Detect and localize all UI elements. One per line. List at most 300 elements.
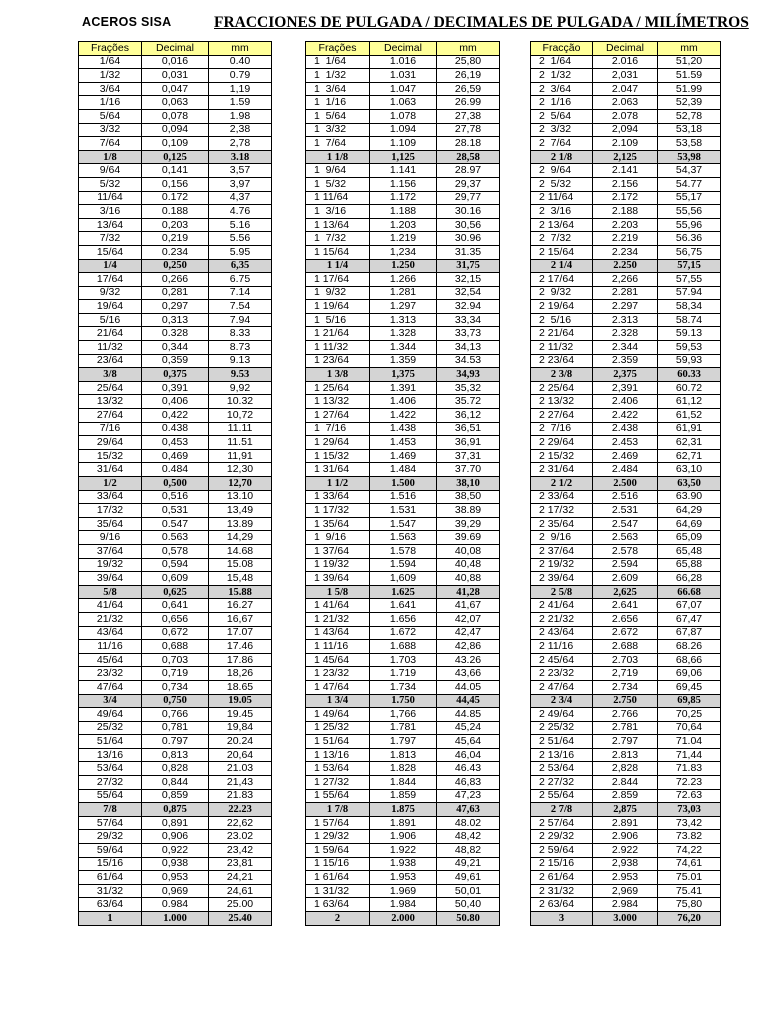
decimal-cell: 0.484 xyxy=(142,463,209,477)
fraction-cell: 2 29/64 xyxy=(531,436,593,450)
decimal-cell: 1,609 xyxy=(370,572,437,586)
decimal-cell: 2.672 xyxy=(593,626,658,640)
mm-cell: 40,48 xyxy=(437,558,500,572)
decimal-cell: 1,234 xyxy=(370,245,437,259)
decimal-cell: 0,578 xyxy=(142,544,209,558)
fraction-cell: 2 13/16 xyxy=(531,748,593,762)
mm-cell: 53,18 xyxy=(658,123,721,137)
fraction-cell: 1 59/64 xyxy=(306,844,370,858)
fraction-cell: 1 19/32 xyxy=(306,558,370,572)
table-header-row xyxy=(531,42,721,56)
fraction-cell: 17/32 xyxy=(79,504,142,518)
table-row xyxy=(79,531,272,545)
fraction-cell: 1 3/64 xyxy=(306,82,370,96)
brand-logo-text: ACEROS SISA xyxy=(82,15,172,29)
decimal-cell: 0,266 xyxy=(142,273,209,287)
mm-cell: 51.99 xyxy=(658,82,721,96)
fraction-cell: 2 21/32 xyxy=(531,612,593,626)
fraction-cell: 63/64 xyxy=(79,898,142,912)
fraction-cell: 1 33/64 xyxy=(306,490,370,504)
decimal-cell: 3.000 xyxy=(593,912,658,926)
table-row xyxy=(306,368,500,382)
decimal-cell: 0,219 xyxy=(142,232,209,246)
table-row xyxy=(531,653,721,667)
decimal-cell: 2,719 xyxy=(593,667,658,681)
table-row xyxy=(531,395,721,409)
mm-cell: 5.95 xyxy=(209,245,272,259)
mm-cell: 6,35 xyxy=(209,259,272,273)
mm-cell: 27,38 xyxy=(437,109,500,123)
mm-cell: 7.14 xyxy=(209,286,272,300)
decimal-cell: 1.578 xyxy=(370,544,437,558)
mm-cell: 40,88 xyxy=(437,572,500,586)
decimal-cell: 0,922 xyxy=(142,844,209,858)
mm-cell: 62,71 xyxy=(658,449,721,463)
decimal-cell: 1.031 xyxy=(370,69,437,83)
decimal-cell: 1.625 xyxy=(370,585,437,599)
decimal-cell: 1.859 xyxy=(370,789,437,803)
fraction-cell: 1 23/64 xyxy=(306,354,370,368)
mm-cell: 49,61 xyxy=(437,871,500,885)
decimal-cell: 1.547 xyxy=(370,517,437,531)
table-row xyxy=(531,109,721,123)
table-row xyxy=(531,422,721,436)
decimal-cell: 0,203 xyxy=(142,218,209,232)
fraction-cell: 1 15/64 xyxy=(306,245,370,259)
mm-cell: 51,20 xyxy=(658,55,721,69)
mm-cell: 35.72 xyxy=(437,395,500,409)
decimal-cell: 2.484 xyxy=(593,463,658,477)
mm-cell: 18.65 xyxy=(209,680,272,694)
decimal-cell: 0,031 xyxy=(142,69,209,83)
mm-cell: 25.40 xyxy=(209,912,272,926)
fraction-cell: 2 13/64 xyxy=(531,218,593,232)
mm-cell: 75.41 xyxy=(658,884,721,898)
table-row xyxy=(306,572,500,586)
fraction-cell: 2 1/32 xyxy=(531,69,593,83)
mm-cell: 17.86 xyxy=(209,653,272,667)
fraction-cell: 29/32 xyxy=(79,830,142,844)
table-row xyxy=(531,626,721,640)
table-row xyxy=(79,232,272,246)
decimal-cell: 1.672 xyxy=(370,626,437,640)
fraction-cell: 1 35/64 xyxy=(306,517,370,531)
table-row xyxy=(306,300,500,314)
table-row xyxy=(79,708,272,722)
conversion-table-2-to-3 xyxy=(530,41,721,926)
decimal-cell: 1.047 xyxy=(370,82,437,96)
decimal-cell: 2.344 xyxy=(593,341,658,355)
table-row xyxy=(79,409,272,423)
table-row xyxy=(306,96,500,110)
table-row xyxy=(79,422,272,436)
table-row xyxy=(306,123,500,137)
table-row xyxy=(531,150,721,164)
fraction-cell: 35/64 xyxy=(79,517,142,531)
fraction-cell: 2 7/32 xyxy=(531,232,593,246)
decimal-cell: 2.922 xyxy=(593,844,658,858)
table-row xyxy=(306,599,500,613)
fraction-cell: 1 7/16 xyxy=(306,422,370,436)
table-row xyxy=(79,191,272,205)
decimal-cell: 0,500 xyxy=(142,477,209,491)
mm-cell: 59,93 xyxy=(658,354,721,368)
mm-cell: 69,45 xyxy=(658,680,721,694)
decimal-cell: 1.297 xyxy=(370,300,437,314)
table-row xyxy=(306,245,500,259)
table-row xyxy=(79,558,272,572)
fraction-cell: 5/8 xyxy=(79,585,142,599)
fraction-cell: 55/64 xyxy=(79,789,142,803)
fraction-cell: 1 23/32 xyxy=(306,667,370,681)
table-row xyxy=(306,626,500,640)
fraction-cell: 31/64 xyxy=(79,463,142,477)
decimal-cell: 2.688 xyxy=(593,640,658,654)
table-row xyxy=(306,816,500,830)
decimal-cell: 2.531 xyxy=(593,504,658,518)
fraction-cell: 49/64 xyxy=(79,708,142,722)
table-row xyxy=(306,680,500,694)
mm-cell: 0.40 xyxy=(209,55,272,69)
mm-cell: 75,80 xyxy=(658,898,721,912)
mm-cell: 42,07 xyxy=(437,612,500,626)
table-row xyxy=(306,585,500,599)
table-row xyxy=(79,109,272,123)
table-row xyxy=(531,82,721,96)
decimal-cell: 0,609 xyxy=(142,572,209,586)
decimal-cell: 1.500 xyxy=(370,477,437,491)
table-row xyxy=(531,612,721,626)
mm-cell: 46,83 xyxy=(437,776,500,790)
fraction-cell: 2 31/32 xyxy=(531,884,593,898)
table-row xyxy=(306,164,500,178)
table-row xyxy=(79,449,272,463)
table-row xyxy=(306,898,500,912)
decimal-cell: 1.984 xyxy=(370,898,437,912)
decimal-cell: 0,875 xyxy=(142,803,209,817)
fraction-cell: 39/64 xyxy=(79,572,142,586)
fraction-cell: 1 3/32 xyxy=(306,123,370,137)
header-fraction: Frações xyxy=(79,42,142,56)
mm-cell: 41,28 xyxy=(437,585,500,599)
mm-cell: 47,63 xyxy=(437,803,500,817)
fraction-cell: 45/64 xyxy=(79,653,142,667)
table-row xyxy=(306,327,500,341)
fraction-cell: 1 1/16 xyxy=(306,96,370,110)
table-row xyxy=(531,436,721,450)
fraction-cell: 61/64 xyxy=(79,871,142,885)
table-row xyxy=(306,109,500,123)
decimal-cell: 1.313 xyxy=(370,313,437,327)
table-row xyxy=(531,300,721,314)
fraction-cell: 2 3/64 xyxy=(531,82,593,96)
mm-cell: 73.82 xyxy=(658,830,721,844)
fraction-cell: 3/32 xyxy=(79,123,142,137)
mm-cell: 28.18 xyxy=(437,137,500,151)
mm-cell: 13,49 xyxy=(209,504,272,518)
decimal-cell: 2.906 xyxy=(593,830,658,844)
decimal-cell: 1.438 xyxy=(370,422,437,436)
decimal-cell: 2.438 xyxy=(593,422,658,436)
mm-cell: 57,15 xyxy=(658,259,721,273)
fraction-cell: 1/32 xyxy=(79,69,142,83)
decimal-cell: 1.563 xyxy=(370,531,437,545)
mm-cell: 66.68 xyxy=(658,585,721,599)
table-row xyxy=(306,82,500,96)
fraction-cell: 7/8 xyxy=(79,803,142,817)
mm-cell: 75.01 xyxy=(658,871,721,885)
fraction-cell: 31/32 xyxy=(79,884,142,898)
fraction-cell: 2 5/16 xyxy=(531,313,593,327)
table-row xyxy=(79,96,272,110)
mm-cell: 19.45 xyxy=(209,708,272,722)
fraction-cell: 2 51/64 xyxy=(531,735,593,749)
table-row xyxy=(531,912,721,926)
fraction-cell: 15/64 xyxy=(79,245,142,259)
decimal-cell: 1.953 xyxy=(370,871,437,885)
fraction-cell: 37/64 xyxy=(79,544,142,558)
mm-cell: 62,31 xyxy=(658,436,721,450)
decimal-cell: 1,766 xyxy=(370,708,437,722)
decimal-cell: 0.797 xyxy=(142,735,209,749)
table-row xyxy=(306,341,500,355)
mm-cell: 3,97 xyxy=(209,177,272,191)
decimal-cell: 2.109 xyxy=(593,137,658,151)
table-row xyxy=(79,667,272,681)
fraction-cell: 1 11/32 xyxy=(306,341,370,355)
decimal-cell: 0,156 xyxy=(142,177,209,191)
mm-cell: 59.13 xyxy=(658,327,721,341)
mm-cell: 29,37 xyxy=(437,177,500,191)
mm-cell: 24,61 xyxy=(209,884,272,898)
fraction-cell: 21/32 xyxy=(79,612,142,626)
table-row xyxy=(79,55,272,69)
decimal-cell: 1.141 xyxy=(370,164,437,178)
fraction-cell: 2 11/32 xyxy=(531,341,593,355)
decimal-cell: 1.219 xyxy=(370,232,437,246)
table-row xyxy=(531,245,721,259)
fraction-cell: 2 11/64 xyxy=(531,191,593,205)
mm-cell: 21,43 xyxy=(209,776,272,790)
fraction-cell: 2 29/32 xyxy=(531,830,593,844)
fraction-cell: 3/8 xyxy=(79,368,142,382)
table-row xyxy=(306,789,500,803)
fraction-cell: 1 15/32 xyxy=(306,449,370,463)
mm-cell: 22,62 xyxy=(209,816,272,830)
fraction-cell: 27/32 xyxy=(79,776,142,790)
fraction-cell: 1 9/16 xyxy=(306,531,370,545)
mm-cell: 51.59 xyxy=(658,69,721,83)
mm-cell: 23,81 xyxy=(209,857,272,871)
table-row xyxy=(306,694,500,708)
mm-cell: 30.16 xyxy=(437,205,500,219)
table-row xyxy=(531,857,721,871)
decimal-cell: 1.484 xyxy=(370,463,437,477)
mm-cell: 38.89 xyxy=(437,504,500,518)
mm-cell: 60.33 xyxy=(658,368,721,382)
fraction-cell: 13/64 xyxy=(79,218,142,232)
fraction-cell: 1 7/32 xyxy=(306,232,370,246)
decimal-cell: 2,828 xyxy=(593,762,658,776)
mm-cell: 29,77 xyxy=(437,191,500,205)
table-row xyxy=(531,803,721,817)
table-row xyxy=(531,789,721,803)
fraction-cell: 2 3/32 xyxy=(531,123,593,137)
decimal-cell: 1.922 xyxy=(370,844,437,858)
table-row xyxy=(306,259,500,273)
fraction-cell: 1 11/16 xyxy=(306,640,370,654)
decimal-cell: 0,469 xyxy=(142,449,209,463)
decimal-cell: 0,672 xyxy=(142,626,209,640)
mm-cell: 39,29 xyxy=(437,517,500,531)
table-row xyxy=(79,517,272,531)
table-row xyxy=(531,558,721,572)
table-row xyxy=(79,626,272,640)
fraction-cell: 2 xyxy=(306,912,370,926)
mm-cell: 8.73 xyxy=(209,341,272,355)
table-row xyxy=(306,504,500,518)
fraction-cell: 2 23/64 xyxy=(531,354,593,368)
decimal-cell: 2,969 xyxy=(593,884,658,898)
table-row xyxy=(79,300,272,314)
decimal-cell: 0,516 xyxy=(142,490,209,504)
decimal-cell: 1.469 xyxy=(370,449,437,463)
table-row xyxy=(79,245,272,259)
table-row xyxy=(306,137,500,151)
header-mm: mm xyxy=(658,42,721,56)
table-row xyxy=(79,436,272,450)
decimal-cell: 1.391 xyxy=(370,381,437,395)
fraction-cell: 2 21/64 xyxy=(531,327,593,341)
mm-cell: 33,34 xyxy=(437,313,500,327)
table-row xyxy=(531,191,721,205)
fraction-cell: 1 1/64 xyxy=(306,55,370,69)
fraction-cell: 2 59/64 xyxy=(531,844,593,858)
mm-cell: 4.76 xyxy=(209,205,272,219)
decimal-cell: 0,375 xyxy=(142,368,209,382)
decimal-cell: 1.750 xyxy=(370,694,437,708)
table-row xyxy=(531,585,721,599)
mm-cell: 1,19 xyxy=(209,82,272,96)
decimal-cell: 1.109 xyxy=(370,137,437,151)
mm-cell: 6.75 xyxy=(209,273,272,287)
mm-cell: 57.94 xyxy=(658,286,721,300)
decimal-cell: 1.203 xyxy=(370,218,437,232)
mm-cell: 31,75 xyxy=(437,259,500,273)
mm-cell: 38,10 xyxy=(437,477,500,491)
fraction-cell: 7/16 xyxy=(79,422,142,436)
table-row xyxy=(79,490,272,504)
decimal-cell: 2,391 xyxy=(593,381,658,395)
table-row xyxy=(531,640,721,654)
table-row xyxy=(531,409,721,423)
decimal-cell: 0.547 xyxy=(142,517,209,531)
decimal-cell: 0,344 xyxy=(142,341,209,355)
mm-cell: 58.74 xyxy=(658,313,721,327)
fraction-cell: 13/16 xyxy=(79,748,142,762)
fraction-cell: 1 5/64 xyxy=(306,109,370,123)
decimal-cell: 2.734 xyxy=(593,680,658,694)
decimal-cell: 1.938 xyxy=(370,857,437,871)
fraction-cell: 53/64 xyxy=(79,762,142,776)
table-row xyxy=(531,123,721,137)
table-row xyxy=(79,504,272,518)
mm-cell: 42,86 xyxy=(437,640,500,654)
fraction-cell: 1 21/64 xyxy=(306,327,370,341)
fraction-cell: 1 17/64 xyxy=(306,273,370,287)
mm-cell: 65,48 xyxy=(658,544,721,558)
fraction-cell: 1 9/32 xyxy=(306,286,370,300)
table-row xyxy=(79,313,272,327)
decimal-cell: 0.984 xyxy=(142,898,209,912)
fraction-cell: 11/16 xyxy=(79,640,142,654)
decimal-cell: 1.656 xyxy=(370,612,437,626)
mm-cell: 28.97 xyxy=(437,164,500,178)
fraction-cell: 25/32 xyxy=(79,721,142,735)
mm-cell: 36,51 xyxy=(437,422,500,436)
table-row xyxy=(531,449,721,463)
mm-cell: 1.98 xyxy=(209,109,272,123)
decimal-cell: 1.703 xyxy=(370,653,437,667)
mm-cell: 63.90 xyxy=(658,490,721,504)
mm-cell: 34,93 xyxy=(437,368,500,382)
table-row xyxy=(306,313,500,327)
fraction-cell: 1 3/16 xyxy=(306,205,370,219)
decimal-cell: 1.156 xyxy=(370,177,437,191)
mm-cell: 30,56 xyxy=(437,218,500,232)
table-row xyxy=(79,123,272,137)
decimal-cell: 1.781 xyxy=(370,721,437,735)
table-row xyxy=(79,585,272,599)
fraction-cell: 1 41/64 xyxy=(306,599,370,613)
decimal-cell: 1.813 xyxy=(370,748,437,762)
table-row xyxy=(531,694,721,708)
decimal-cell: 2.188 xyxy=(593,205,658,219)
fraction-cell: 1 55/64 xyxy=(306,789,370,803)
header-decimal: Decimal xyxy=(370,42,437,56)
table-row xyxy=(306,871,500,885)
mm-cell: 34.53 xyxy=(437,354,500,368)
table-row xyxy=(531,354,721,368)
decimal-cell: 1.281 xyxy=(370,286,437,300)
mm-cell: 9,92 xyxy=(209,381,272,395)
mm-cell: 14,29 xyxy=(209,531,272,545)
fraction-cell: 1/4 xyxy=(79,259,142,273)
fraction-cell: 1 13/64 xyxy=(306,218,370,232)
mm-cell: 68.26 xyxy=(658,640,721,654)
fraction-cell: 2 1/4 xyxy=(531,259,593,273)
fraction-cell: 1 11/64 xyxy=(306,191,370,205)
table-row xyxy=(79,898,272,912)
decimal-cell: 2.578 xyxy=(593,544,658,558)
table-row xyxy=(531,96,721,110)
mm-cell: 63,50 xyxy=(658,477,721,491)
fraction-cell: 2 33/64 xyxy=(531,490,593,504)
table-row xyxy=(531,844,721,858)
decimal-cell: 0,422 xyxy=(142,409,209,423)
table-row xyxy=(306,531,500,545)
fraction-cell: 2 5/32 xyxy=(531,177,593,191)
decimal-cell: 2,875 xyxy=(593,803,658,817)
mm-cell: 70,64 xyxy=(658,721,721,735)
table-row xyxy=(531,341,721,355)
mm-cell: 15,48 xyxy=(209,572,272,586)
mm-cell: 56.36 xyxy=(658,232,721,246)
decimal-cell: 0.563 xyxy=(142,531,209,545)
table-row xyxy=(531,680,721,694)
table-row xyxy=(531,830,721,844)
fraction-cell: 2 31/64 xyxy=(531,463,593,477)
